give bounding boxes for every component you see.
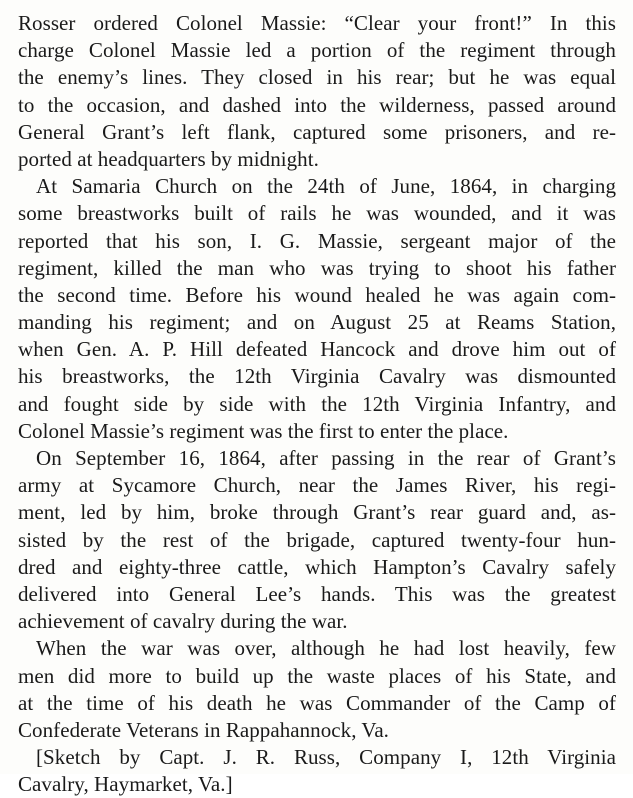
text-line: manding his regiment; and on August 25 at Reams Station,	[18, 310, 616, 335]
text-line: General Grant’s left flank, captured some prisoners, and re-	[18, 119, 616, 144]
text-line: men did more to build up the waste places of his State, and	[18, 663, 616, 688]
text-line: to the occasion, and dashed into the wilderness, passed around	[18, 92, 616, 117]
text-line: some breastworks built of rails he was wounded, and it was	[18, 201, 616, 226]
text-line: the enemy’s lines. They closed in his rear; but he was equal	[18, 65, 616, 90]
text-line: Cavalry, Haymarket, Va.]	[18, 772, 233, 797]
text-line: his breastworks, the 12th Virginia Cavalry was dismounted	[18, 364, 616, 389]
text-line: sisted by the rest of the brigade, captured twenty-four hun-	[18, 527, 616, 552]
text-line: army at Sycamore Church, near the James River, his regi-	[18, 473, 616, 498]
text-line: at the time of his death he was Commander of the Camp of	[18, 690, 616, 715]
text-line: delivered into General Lee’s hands. This was the greatest	[18, 581, 616, 606]
text-line: the second time. Before his wound healed he was again com-	[18, 282, 616, 307]
text-line: On September 16, 1864, after passing in the rear of Grant’s	[36, 446, 616, 470]
body-text	[18, 10, 616, 798]
text-line: [Sketch by Capt. J. R. Russ, Company I, 12th Virginia	[36, 745, 616, 770]
paragraph	[18, 10, 616, 173]
text-line: Rosser ordered Colonel Massie: “Clear your front!” In this	[18, 11, 616, 35]
text-line: When the war was over, although he had lost heavily, few	[36, 636, 616, 661]
text-line: dred and eighty-three cattle, which Hampton’s Cavalry safely	[18, 554, 616, 579]
text-line: regiment, killed the man who was trying to shoot his father	[18, 255, 616, 280]
paragraph	[18, 445, 616, 635]
text-line: and fought side by side with the 12th Virginia Infantry, and	[18, 391, 616, 416]
text-line: Colonel Massie’s regiment was the first to enter the place.	[18, 418, 509, 443]
text-line: At Samaria Church on the 24th of June, 1864, in charging	[36, 174, 616, 199]
paragraph	[18, 635, 616, 744]
text-line: achievement of cavalry during the war.	[18, 609, 348, 634]
text-line: Confederate Veterans in Rappahannock, Va.	[18, 717, 389, 742]
text-line: when Gen. A. P. Hill defeated Hancock and drove him out of	[18, 337, 616, 362]
paragraph	[18, 173, 616, 445]
text-line: ment, led by him, broke through Grant’s rear guard and, as-	[18, 500, 616, 525]
text-line: reported that his son, I. G. Massie, sergeant major of the	[18, 228, 616, 253]
text-line: ported at headquarters by midnight.	[18, 146, 319, 171]
text-line: charge Colonel Massie led a portion of the regiment through	[18, 38, 616, 63]
paragraph	[18, 744, 616, 798]
